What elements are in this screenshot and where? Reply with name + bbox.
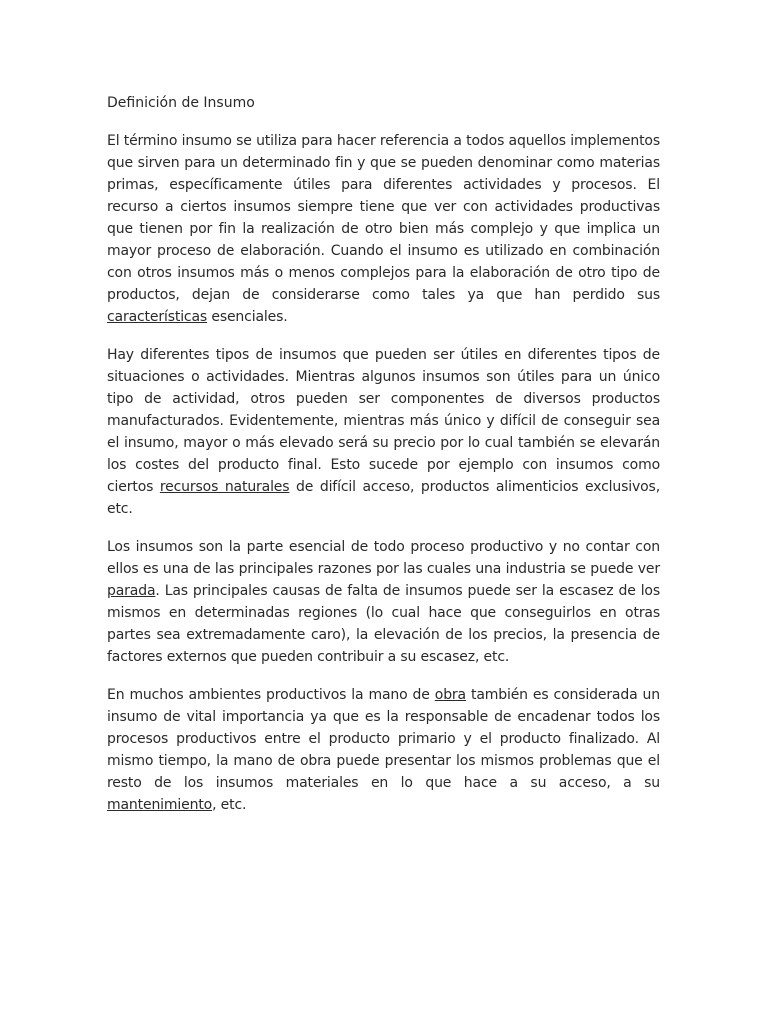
link-recursos-naturales[interactable]: recursos naturales — [159, 479, 290, 495]
paragraph-3-text-a: Los insumos son la parte esencial de todo proceso productivo y no contar con ellos es una de las principales razones por las cuales una industria se puede ver — [107, 539, 660, 577]
paragraph-3-text-b: . Las principales causas de falta de insumos puede ser la escasez de los mismos en determinadas regiones (lo cual hace que conseguirlos en otras partes sea extremadamente caro), la elevación de los precios, la presencia de factores externos que pueden contribuir a su escasez, etc. — [107, 583, 660, 665]
paragraph-4-text-c: , etc. — [212, 797, 247, 813]
paragraph-3 — [107, 536, 660, 668]
paragraph-2-text-a: Hay diferentes tipos de insumos que pueden ser útiles en diferentes tipos de situaciones o actividades. Mientras algunos insumos son útiles para un único tipo de actividad, otros pueden ser componentes de diversos productos manufacturados. Evidentemente, mientras más único y difícil de conseguir sea el insumo, mayor o más elevado será su precio por lo cual también se elevarán los costes del producto final. Esto sucede por ejemplo con insumos como ciertos — [107, 347, 660, 495]
paragraph-4-text-a: En muchos ambientes productivos la mano de — [107, 687, 435, 703]
document-title: Definición de Insumo — [107, 95, 255, 111]
paragraph-2-text-b: de difícil acceso, productos alimenticios exclusivos, etc. — [107, 479, 660, 517]
link-parada[interactable]: parada — [107, 583, 156, 599]
link-mantenimiento[interactable]: mantenimiento — [107, 797, 213, 813]
document-page — [107, 92, 660, 832]
paragraph-4 — [107, 684, 660, 816]
link-caracteristicas[interactable]: características — [107, 309, 208, 325]
paragraph-4-text-b: también es considerada un insumo de vital importancia ya que es la responsable de encadenar todos los procesos productivos entre el producto primario y el producto finalizado. Al mismo tiempo, la mano de obra puede presentar los mismos problemas que el resto de los insumos materiales en lo que hace a su acceso, a su — [107, 687, 660, 791]
paragraph-1-text-b: esenciales. — [207, 309, 288, 325]
link-obra[interactable]: obra — [434, 687, 466, 703]
paragraph-1 — [107, 130, 660, 328]
paragraph-1-text-a: El término insumo se utiliza para hacer referencia a todos aquellos implementos que sirven para un determinado fin y que se pueden denominar como materias primas, específicamente útiles para diferentes actividades y procesos. El recurso a ciertos insumos siempre tiene que ver con actividades productivas que tienen por fin la realización de otro bien más complejo y que implica un mayor proceso de elaboración. Cuando el insumo es utilizado en combinación con otros insumos más o menos complejos para la elaboración de otro tipo de productos, dejan de considerarse como tales ya que han perdido sus — [107, 133, 660, 303]
paragraph-2 — [107, 344, 660, 520]
